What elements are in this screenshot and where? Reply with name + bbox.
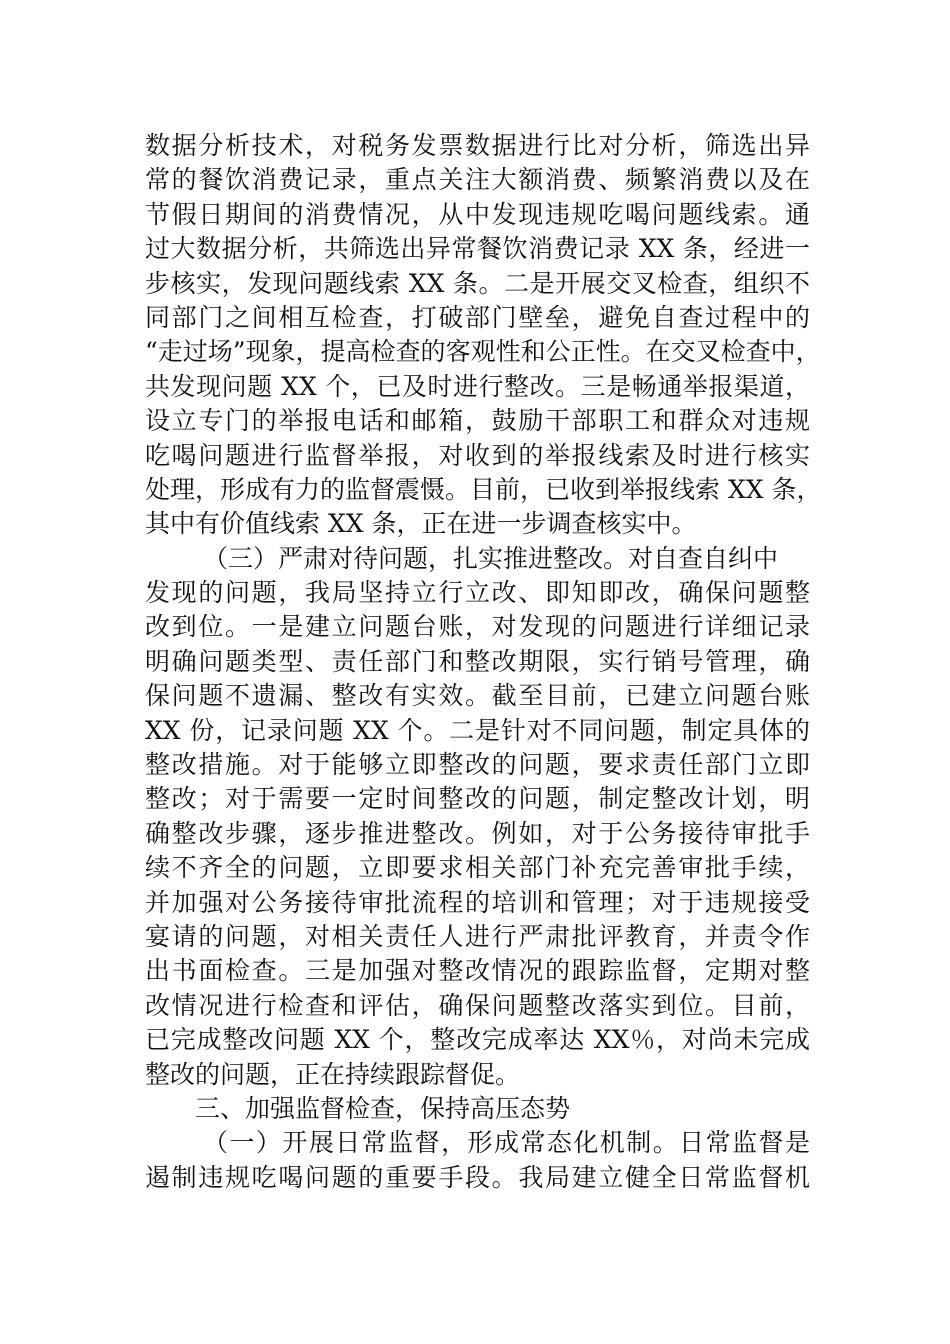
text-line: 其中有价值线索 XX 条，正在进一步调查核实中。 [145, 509, 697, 539]
text-line: 同部门之间相互检查，打破部门壁垒，避免自查过程中的 [145, 302, 810, 332]
text-line: 并加强对公务接待审批流程的培训和管理；对于违规接受 [145, 887, 810, 917]
text-line: 处理，形成有力的监督震慑。目前，已收到举报线索 XX 条， [145, 474, 822, 504]
paragraph-start-line: （三）严肃对待问题，扎实推进整改。对自查自纠中 [203, 543, 779, 573]
text-line: 宴请的问题，对相关责任人进行严肃批评教育，并责令作 [145, 921, 810, 951]
text-line: 续不齐全的问题，立即要求相关部门补充完善审批手续， [145, 853, 810, 883]
text-line: 吃喝问题进行监督举报，对收到的举报线索及时进行核实 [145, 440, 810, 470]
text-line: 保问题不遗漏、整改有实效。截至目前，已建立问题台账 [145, 681, 810, 711]
text-line: 发现的问题，我局坚持立行立改、即知即改，确保问题整 [145, 578, 810, 608]
text-line: 共发现问题 XX 个，已及时进行整改。三是畅通举报渠道， [145, 371, 810, 401]
text-line: 数据分析技术，对税务发票数据进行比对分析，筛选出异 [145, 131, 810, 160]
text-line: 遏制违规吃喝问题的重要手段。我局建立健全日常监督机 [145, 1162, 810, 1192]
text-line: 步核实，发现问题线索 XX 条。二是开展交叉检查，组织不 [145, 268, 810, 298]
text-line: 已完成整改问题 XX 个，整改完成率达 XX％，对尚未完成 [145, 1025, 810, 1055]
text-line: XX 份，记录问题 XX 个。二是针对不同问题，制定具体的 [145, 715, 810, 745]
text-line: 过大数据分析，共筛选出异常餐饮消费记录 XX 条，经进一 [145, 234, 810, 264]
text-line: 节假日期间的消费情况，从中发现违规吃喝问题线索。通 [145, 199, 810, 229]
paragraph-start-line: （一）开展日常监督，形成常态化机制。日常监督是 [203, 1128, 810, 1158]
text-line: 设立专门的举报电话和邮箱，鼓励干部职工和群众对违规 [145, 406, 810, 436]
text-line: 确整改步骤，逐步推进整改。例如，对于公务接待审批手 [145, 818, 810, 848]
text-line: 明确问题类型、责任部门和整改期限，实行销号管理，确 [145, 646, 810, 676]
text-line: 常的餐饮消费记录，重点关注大额消费、频繁消费以及在 [145, 165, 810, 195]
section-heading: 三、加强监督检查，保持高压态势 [195, 1093, 571, 1123]
text-line: 改到位。一是建立问题台账，对发现的问题进行详细记录 [145, 612, 810, 642]
document-body [145, 129, 822, 1195]
text-line: 出书面检查。三是加强对整改情况的跟踪监督，定期对整 [145, 956, 810, 986]
text-line: 整改；对于需要一定时间整改的问题，制定整改计划，明 [145, 784, 810, 814]
text-line: “走过场”现象，提高检查的客观性和公正性。在交叉检查中， [145, 337, 821, 367]
text-line: 整改的问题，正在持续跟踪督促。 [145, 1059, 521, 1089]
text-line: 整改措施。对于能够立即整改的问题，要求责任部门立即 [145, 750, 810, 780]
text-line: 改情况进行检查和评估，确保问题整改落实到位。目前， [145, 990, 810, 1020]
